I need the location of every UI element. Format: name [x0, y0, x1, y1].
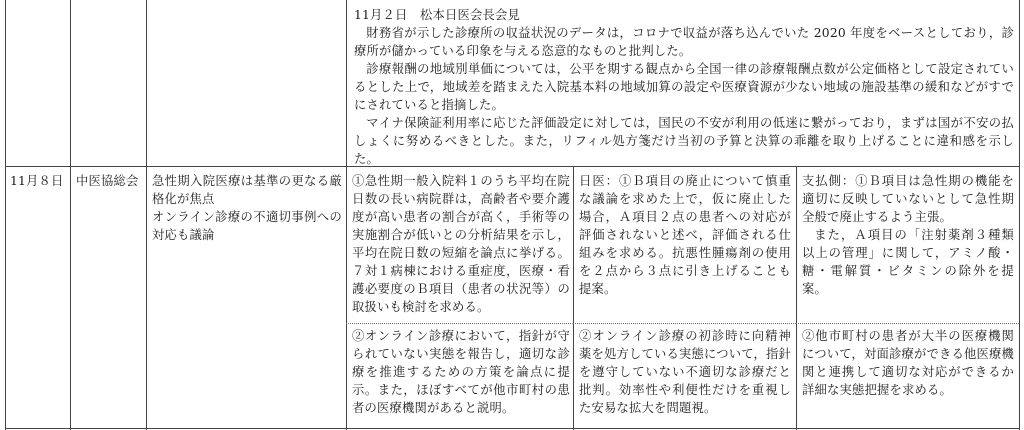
dotted-separator-payer	[796, 323, 1019, 324]
table-border-right	[1019, 0, 1020, 430]
topic-2: オンライン診療の不適切事例への対応も議論	[152, 210, 342, 242]
column-divider-3	[346, 0, 347, 430]
column-divider-1	[70, 0, 71, 430]
table-border-bottom	[5, 428, 1020, 429]
topic-1: 急性期入院医療は基準の更なる厳格化が焦点	[152, 174, 342, 206]
topics-cell	[152, 172, 342, 244]
press-paragraph-2: 診療報酬の地域別単価については，公平を期する観点から全国一律の診療報酬点数が公定価格として設定されているとした上で，地域差を踏まえた入院基本料の地域加算の設定や医療資源が少ない地域の施設基準の緩和などがすでにされていると指摘した。	[354, 62, 1014, 112]
press-paragraph-3: マイナ保険証利用率に応じた評価設定に対しては，国民の不安が利用の低迷に繋がっており，まずは国が不安の払しょくに努めるべきとした。また，リフィル処方箋だけ当初の予算と決算の乖離を取り上げることに違和感を示した。	[354, 116, 1014, 166]
press-conference-heading: 11月２日 松本日医会長会見	[354, 8, 521, 22]
payer-paragraph-1: 支払側：①Ｂ項目は急性期の機能を適切に反映していないとして急性期全般で廃止するよう主張。	[802, 174, 1014, 224]
column-divider-4	[573, 166, 574, 430]
press-conference-cell	[354, 6, 1014, 168]
payer-paragraph-2: また，Ａ項目の「注射薬剤３種類以上の管理」に関して，アミノ酸・糖・電解質・ビタミンの除外を提案。	[802, 228, 1014, 296]
dotted-separator-summary	[346, 323, 573, 324]
date-cell: 11月８日	[10, 174, 64, 188]
press-paragraph-1: 財務省が示した診療所の収益状況のデータは，コロナで収益が落ち込んでいた 2020 年度をベースとしており，診療所が儲かっている印象を与える恣意的なものと批判した。	[354, 26, 1014, 58]
column-divider-2	[146, 0, 147, 430]
payer-side-part-2: ②他市町村の患者が大半の医療機関について，対面診療ができる他医療機関と連携して適切な対応ができるか詳細な実態把握を求める。	[802, 329, 1014, 397]
dotted-separator-medical	[573, 323, 796, 324]
summary-cell-part-2: ②オンライン診療において，指針が守られていない実態を報告し，適切な診療を推進するための方策を論点に提示。また，ほぼすべてが他市町村の患者の医療機関があると説明。	[352, 329, 570, 415]
table-border-left	[5, 0, 6, 430]
payer-side-part-1	[802, 172, 1014, 298]
column-divider-5	[796, 166, 797, 430]
medical-side-part-2: ②オンライン診療の初診時に向精神薬を処方している実態について，指針を遵守していない不適切な診療だと批判。効率性や利便性だけを重視した安易な拡大を問題視。	[579, 329, 791, 415]
meeting-name-cell: 中医協総会	[76, 174, 139, 188]
summary-cell-part-1: ①急性期一般入院料１のうち平均在院日数の長い病院群は，高齢者や要介護度が高い患者の割合が高く，手術等の実施割合が低いとの分析結果を示し，平均在院日数の短縮を論点に挙げる。７対１病棟における重症度，医療・看護必要度のＢ項目（患者の状況等）の取扱いも検討を求める。	[352, 174, 570, 314]
medical-side-part-1: 日医：①Ｂ項目の廃止について慎重な議論を求めた上で，仮に廃止した場合，Ａ項目２点の患者への対応が評価されないと述べ，評価される仕組みを求める。抗悪性腫瘍剤の使用を２点から３点に引き上げることも提案。	[579, 174, 791, 296]
